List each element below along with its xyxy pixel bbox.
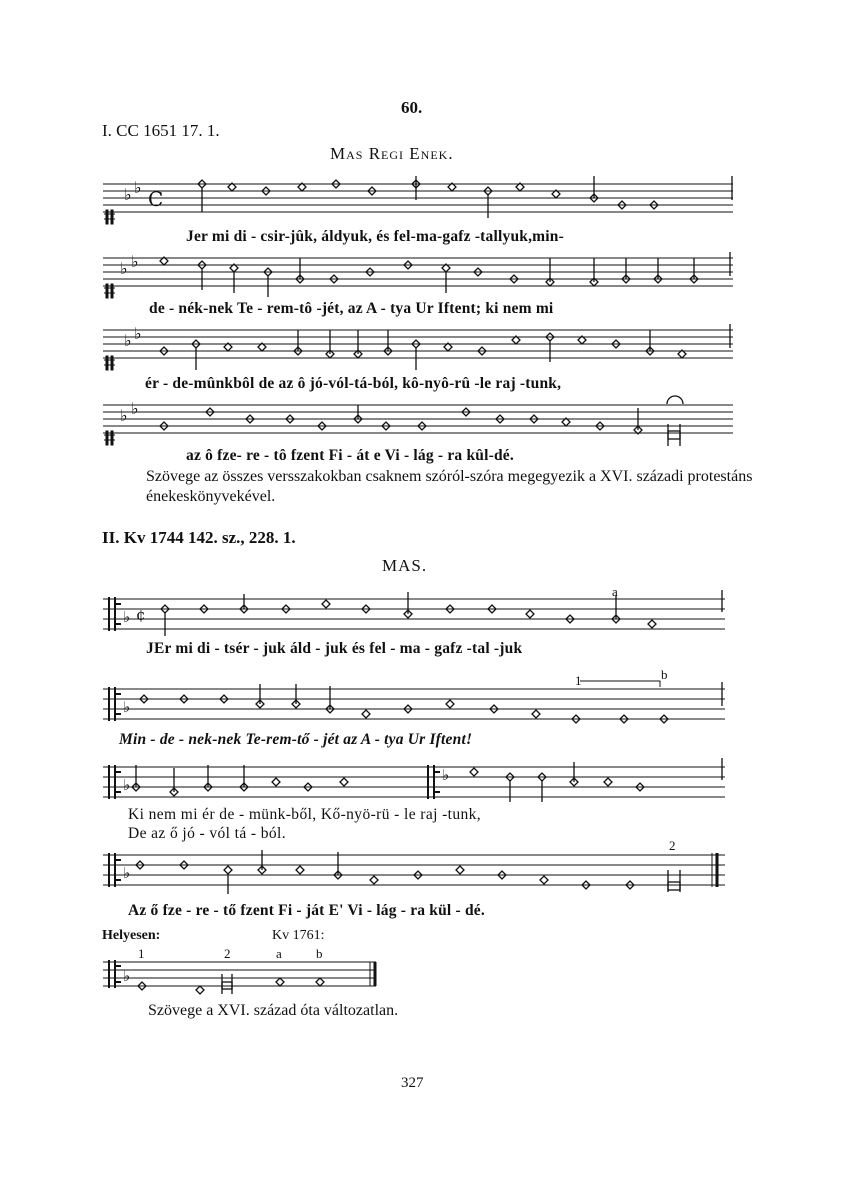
svg-text:♭: ♭ (120, 406, 128, 425)
lyrics-2-5: Az ő fze - re - tő fzent Fi - ját E' Vi - lág - ra kül - dé. (128, 902, 485, 919)
notes-2-2 (140, 681, 722, 723)
section2-note: Szövege a XVI. század óta változatlan. (148, 1002, 399, 1019)
common-time-icon: C (148, 187, 164, 211)
staff-2-3 (103, 767, 725, 797)
svg-text:♭: ♭ (123, 698, 131, 716)
svg-text:♭: ♭ (120, 259, 128, 278)
lyrics-2-3: Ki nem mi ér de - münk-ből, Kő-nyö-rü - le raj -tunk, (128, 806, 482, 823)
staff-2-1 (103, 599, 725, 629)
lyrics-1-3: ér - de-mûnkbôl de az ô jó-vól-tá-ból, kô-nyô-rû -le raj -tunk, (145, 375, 562, 392)
correction-mark-a: a (276, 946, 282, 961)
page-number-top: 60. (401, 98, 423, 117)
notes-2-4 (136, 850, 717, 894)
clef-icon (109, 597, 121, 631)
svg-text:♭: ♭ (124, 331, 132, 350)
section1-note: Szövege az összes versszakokban csaknem szóról-szóra megegyezik a XVI. századi protestáns énekeskönyvekével. (146, 468, 753, 505)
correction-label-right: Kv 1761: (272, 928, 325, 943)
lyrics-1-1: Jer mi di - csir-jûk, áldyuk, és fel-ma-gafz -tallyuk,min- (186, 228, 564, 245)
section2-title: MAS. (382, 556, 428, 575)
staff-correction (103, 962, 376, 986)
svg-text:♭: ♭ (131, 252, 139, 271)
mark-1: 1 (575, 673, 582, 688)
svg-text:♭: ♭ (131, 399, 139, 418)
svg-text:♭: ♭ (124, 185, 132, 204)
lyrics-2-1: JEr mi di - tsér - juk áld - juk és fel - ma - gafz -tal -juk (146, 640, 523, 657)
lyrics-1-2: de - nék-nek Te - rem-tô -jét, az A - tya Ur Iftent; ki nem mi (149, 300, 554, 317)
notes-1-3 (160, 324, 730, 370)
fermata-icon (667, 396, 683, 404)
section1-title: Mas Regi Enek. (330, 144, 454, 163)
staff-1-2 (103, 258, 733, 286)
notes-1-2 (160, 252, 730, 297)
mark-b: b (661, 667, 668, 682)
lyrics-2-4: De az ő jó - vól tá - ból. (128, 825, 287, 842)
mark-a: a (612, 584, 618, 599)
svg-text:♭: ♭ (123, 608, 131, 626)
staff-1-3 (103, 330, 733, 358)
correction-mark-1: 1 (138, 946, 145, 961)
section2-source: II. Kv 1744 142. sz., 228. 1. (102, 528, 296, 547)
svg-text:♭: ♭ (442, 766, 450, 784)
mark-2: 2 (669, 838, 676, 853)
section1-source: I. CC 1651 17. 1. (102, 121, 220, 140)
correction-mark-2: 2 (224, 946, 231, 961)
staff-2-2 (103, 689, 725, 719)
correction-label-left: Helyesen: (102, 928, 161, 943)
correction-mark-b: b (316, 946, 323, 961)
svg-text:♭: ♭ (134, 324, 142, 343)
clef-icon (109, 960, 121, 988)
page-number-bottom: 327 (401, 1075, 424, 1091)
clef-icon (109, 853, 121, 887)
svg-text:♭: ♭ (123, 967, 131, 985)
cut-time-icon: ¢ (136, 606, 146, 624)
svg-text:♭: ♭ (123, 864, 131, 882)
clef-icon (109, 687, 121, 721)
lyrics-2-2: Min - de - nek-nek Te-rem-tő - jét az A - tya Ur Iftent! (119, 731, 473, 748)
clef-icon (428, 765, 440, 799)
svg-text:♭: ♭ (123, 776, 131, 794)
staff-2-4 (103, 855, 725, 885)
notes-1-4 (160, 396, 683, 446)
svg-text:♭: ♭ (134, 178, 142, 197)
staff-1-1 (103, 184, 733, 212)
lyrics-1-4: az ô fze- re - tô fzent Fi - át e Vi - lág - ra kûl-dé. (186, 447, 514, 464)
clefs (104, 210, 115, 445)
clef-icon (109, 765, 121, 799)
